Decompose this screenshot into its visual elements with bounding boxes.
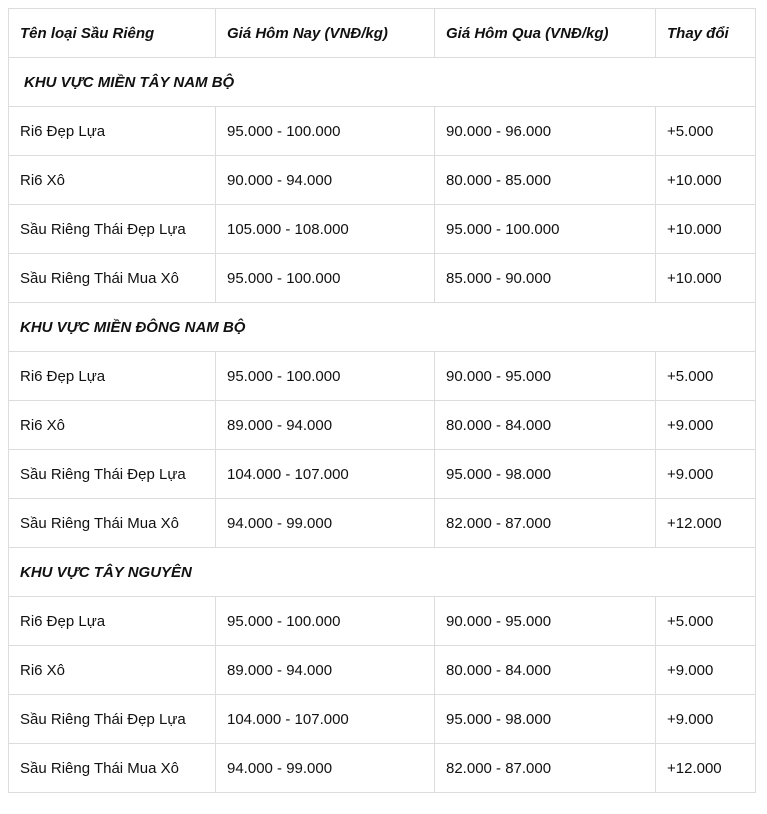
variety-cell: Sầu Riêng Thái Đẹp Lựa	[9, 205, 216, 254]
table-row	[9, 744, 756, 793]
price-yesterday-cell: 85.000 - 90.000	[435, 254, 656, 303]
change-cell: +9.000	[656, 401, 756, 450]
change-cell: +9.000	[656, 450, 756, 499]
variety-cell: Ri6 Xô	[9, 646, 216, 695]
variety-cell: Ri6 Xô	[9, 401, 216, 450]
price-yesterday-cell: 80.000 - 84.000	[435, 646, 656, 695]
change-cell: +5.000	[656, 107, 756, 156]
change-cell: +10.000	[656, 254, 756, 303]
price-today-cell: 94.000 - 99.000	[216, 499, 435, 548]
change-cell: +10.000	[656, 156, 756, 205]
price-today-cell: 90.000 - 94.000	[216, 156, 435, 205]
price-yesterday-cell: 82.000 - 87.000	[435, 499, 656, 548]
variety-cell: Sầu Riêng Thái Đẹp Lựa	[9, 450, 216, 499]
table-row	[9, 107, 756, 156]
table-row	[9, 646, 756, 695]
change-cell: +12.000	[656, 499, 756, 548]
table-row	[9, 156, 756, 205]
table-row	[9, 499, 756, 548]
variety-cell: Ri6 Đẹp Lựa	[9, 597, 216, 646]
variety-cell: Sầu Riêng Thái Mua Xô	[9, 254, 216, 303]
price-today-cell: 95.000 - 100.000	[216, 107, 435, 156]
variety-cell: Sầu Riêng Thái Mua Xô	[9, 744, 216, 793]
table-header-row	[9, 9, 756, 58]
region-row-tay-nguyen	[9, 548, 756, 597]
variety-cell: Sầu Riêng Thái Đẹp Lựa	[9, 695, 216, 744]
price-yesterday-cell: 80.000 - 85.000	[435, 156, 656, 205]
price-today-cell: 89.000 - 94.000	[216, 646, 435, 695]
price-yesterday-cell: 95.000 - 98.000	[435, 450, 656, 499]
table-row	[9, 352, 756, 401]
price-today-cell: 95.000 - 100.000	[216, 597, 435, 646]
variety-cell: Ri6 Đẹp Lựa	[9, 352, 216, 401]
region-title: KHU VỰC TÂY NGUYÊN	[9, 548, 756, 597]
region-title: KHU VỰC MIỀN TÂY NAM BỘ	[9, 58, 756, 107]
price-today-cell: 104.000 - 107.000	[216, 695, 435, 744]
variety-cell: Ri6 Đẹp Lựa	[9, 107, 216, 156]
region-row-mien-tay-nam-bo	[9, 58, 756, 107]
table-row	[9, 450, 756, 499]
change-cell: +9.000	[656, 695, 756, 744]
price-yesterday-cell: 90.000 - 95.000	[435, 352, 656, 401]
change-cell: +9.000	[656, 646, 756, 695]
region-row-mien-dong-nam-bo	[9, 303, 756, 352]
variety-cell: Ri6 Xô	[9, 156, 216, 205]
price-yesterday-cell: 90.000 - 95.000	[435, 597, 656, 646]
table-row	[9, 695, 756, 744]
change-cell: +5.000	[656, 597, 756, 646]
header-variety: Tên loại Sầu Riêng	[9, 9, 216, 58]
header-price-today: Giá Hôm Nay (VNĐ/kg)	[216, 9, 435, 58]
price-yesterday-cell: 82.000 - 87.000	[435, 744, 656, 793]
price-today-cell: 94.000 - 99.000	[216, 744, 435, 793]
change-cell: +10.000	[656, 205, 756, 254]
price-today-cell: 95.000 - 100.000	[216, 254, 435, 303]
price-today-cell: 95.000 - 100.000	[216, 352, 435, 401]
variety-cell: Sầu Riêng Thái Mua Xô	[9, 499, 216, 548]
price-yesterday-cell: 95.000 - 100.000	[435, 205, 656, 254]
table-row	[9, 597, 756, 646]
table-row	[9, 401, 756, 450]
price-today-cell: 105.000 - 108.000	[216, 205, 435, 254]
header-price-yesterday: Giá Hôm Qua (VNĐ/kg)	[435, 9, 656, 58]
durian-price-table	[8, 8, 756, 793]
change-cell: +12.000	[656, 744, 756, 793]
price-yesterday-cell: 90.000 - 96.000	[435, 107, 656, 156]
table-row	[9, 254, 756, 303]
header-change: Thay đổi	[656, 9, 756, 58]
table-row	[9, 205, 756, 254]
region-title: KHU VỰC MIỀN ĐÔNG NAM BỘ	[9, 303, 756, 352]
price-today-cell: 104.000 - 107.000	[216, 450, 435, 499]
price-table-container	[8, 8, 755, 793]
change-cell: +5.000	[656, 352, 756, 401]
price-yesterday-cell: 95.000 - 98.000	[435, 695, 656, 744]
price-yesterday-cell: 80.000 - 84.000	[435, 401, 656, 450]
price-today-cell: 89.000 - 94.000	[216, 401, 435, 450]
